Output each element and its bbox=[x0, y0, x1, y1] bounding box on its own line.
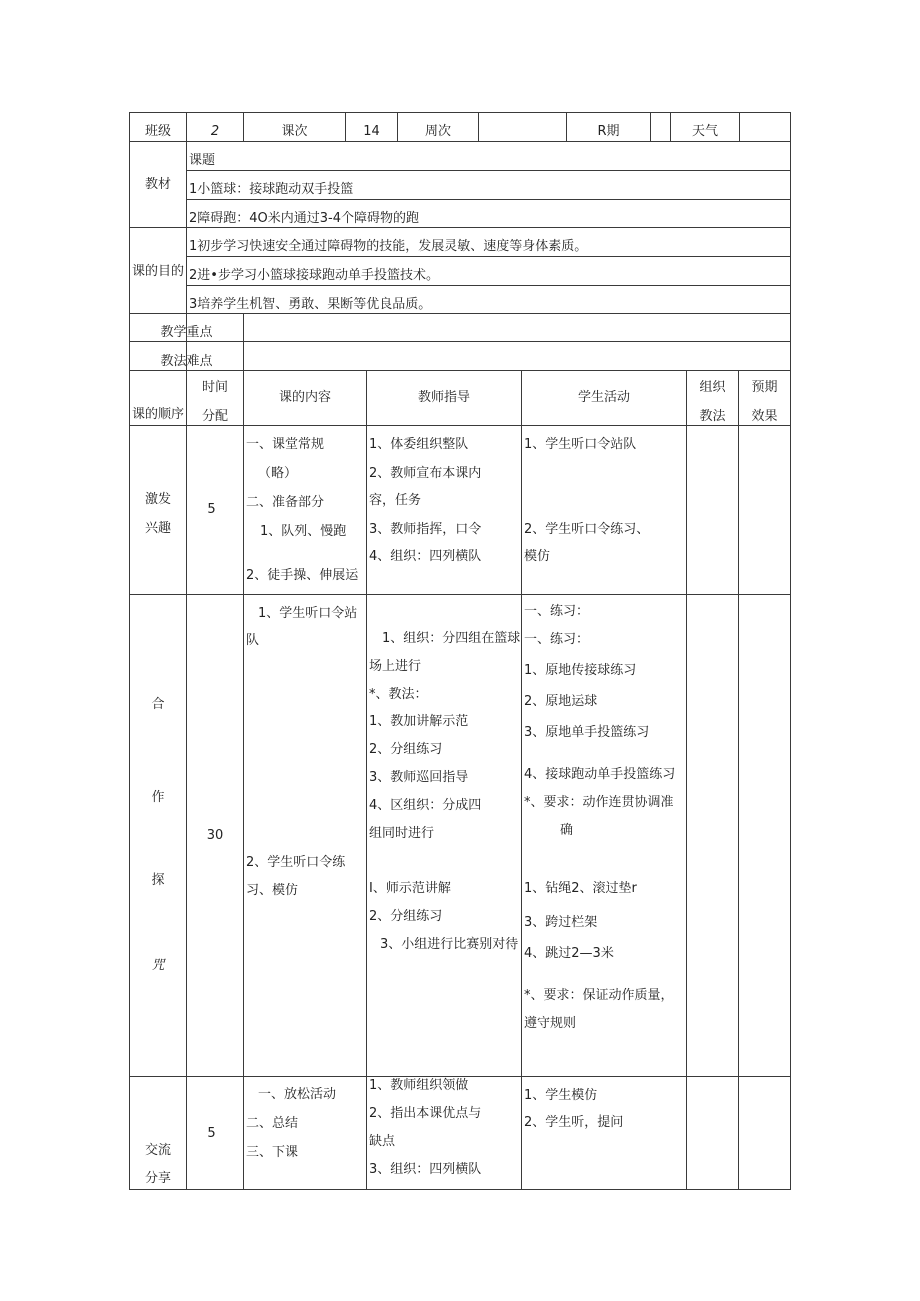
content-line: 队 bbox=[246, 633, 260, 648]
student-line: *、要求：保证动作质量， bbox=[524, 988, 674, 1003]
student-line: *、要求：动作连贯协调准 bbox=[524, 795, 674, 810]
weather-label: 天气 bbox=[691, 124, 718, 139]
material-line: 2障碍跑：4O米内通过3-4个障碍物的跑 bbox=[189, 211, 420, 226]
teacher-line: 3、组织：四列横队 bbox=[369, 1162, 482, 1177]
rule-material-2 bbox=[186, 199, 791, 200]
lesson-label: 课次 bbox=[281, 124, 308, 139]
content-line: 1、学生听口令站 bbox=[258, 606, 358, 621]
student-line: 1、学生模仿 bbox=[524, 1088, 598, 1103]
teacher-line: 1、教加讲解示范 bbox=[369, 714, 469, 729]
rule-header-h bbox=[739, 112, 740, 142]
teacher-line: 缺点 bbox=[369, 1134, 396, 1149]
student-line: 模仿 bbox=[524, 549, 551, 564]
col-time-header: 分配 bbox=[201, 409, 228, 424]
student-line: 1、学生听口令站队 bbox=[524, 437, 637, 452]
col-content-header: 课的内容 bbox=[278, 390, 331, 405]
rule-right bbox=[790, 112, 791, 1190]
rule-material-bottom bbox=[129, 227, 791, 228]
goals-label: 课的目的 bbox=[131, 264, 184, 279]
rule-col-method bbox=[738, 370, 739, 1190]
student-line: 2、学生听，提问 bbox=[524, 1115, 624, 1130]
section-name-char: 探 bbox=[151, 873, 165, 888]
content-line: 2、徒手操、伸展运 bbox=[246, 568, 359, 583]
rule-section1-bottom bbox=[129, 594, 791, 595]
content-line: 二、准备部分 bbox=[246, 495, 325, 510]
rule-section2-bottom bbox=[129, 1076, 791, 1077]
content-line: 三、下课 bbox=[246, 1145, 299, 1160]
teacher-line: 4、组织：四列横队 bbox=[369, 549, 482, 564]
student-line: 3、原地单手投篮练习 bbox=[524, 725, 650, 740]
col-time-header: 时间 bbox=[201, 380, 228, 395]
col-student-header: 学生活动 bbox=[577, 390, 630, 405]
teacher-line: 2、分组练习 bbox=[369, 742, 443, 757]
rule-focus-split bbox=[243, 313, 244, 370]
col-method-header: 教法 bbox=[699, 409, 726, 424]
content-line: 二、总结 bbox=[246, 1116, 299, 1131]
material-line: 1小篮球：接球跑动双手投篮 bbox=[189, 182, 354, 197]
teacher-line: 3、教师指挥，口令 bbox=[369, 522, 482, 537]
teacher-line: 场上进行 bbox=[369, 659, 422, 674]
student-line: 1、钻绳2、滚过垫r bbox=[524, 881, 637, 896]
section-name-char: 作 bbox=[151, 790, 165, 805]
rule-columns-bottom bbox=[129, 425, 791, 426]
col-effect-header: 预期 bbox=[751, 380, 778, 395]
rule-goals-1 bbox=[186, 256, 791, 257]
week-label: 周次 bbox=[424, 124, 451, 139]
section-name: 交流 bbox=[144, 1143, 171, 1158]
content-line: 习、模仿 bbox=[246, 883, 299, 898]
rule-focus-bottom bbox=[129, 341, 791, 342]
student-line: 3、跨过栏架 bbox=[524, 915, 598, 930]
rule-col-teacher bbox=[521, 370, 522, 1190]
col-method-header: 组织 bbox=[699, 380, 726, 395]
goal-line: 3培养学生机智、勇敢、果断等优良品质。 bbox=[189, 297, 432, 312]
student-line: 一、练习： bbox=[524, 604, 590, 619]
student-line: 一、练习： bbox=[524, 632, 590, 647]
rule-goals-2 bbox=[186, 285, 791, 286]
col-teacher-header: 教师指导 bbox=[417, 390, 470, 405]
teacher-line: 容，任务 bbox=[369, 493, 422, 508]
student-line: 2、学生听口令练习、 bbox=[524, 522, 650, 537]
rule-bottom bbox=[129, 1189, 791, 1190]
student-line: 2、原地运球 bbox=[524, 694, 598, 709]
goal-line: 1初步学习快速安全通过障碍物的技能，发展灵敏、速度等身体素质。 bbox=[189, 239, 588, 254]
student-line: 遵守规则 bbox=[524, 1016, 577, 1031]
rule-col-student bbox=[686, 370, 687, 1190]
rule-col-time bbox=[243, 370, 244, 1190]
content-line: 一、课堂常规 bbox=[246, 437, 325, 452]
student-line: 确 bbox=[560, 823, 574, 838]
student-line: 1、原地传接球练习 bbox=[524, 663, 637, 678]
material-line: 课题 bbox=[189, 153, 216, 168]
material-label: 教材 bbox=[144, 177, 171, 192]
rule-header-bottom bbox=[129, 141, 791, 142]
rule-col-content bbox=[366, 370, 367, 1190]
class-value: 2 bbox=[210, 124, 220, 139]
rule-material-1 bbox=[186, 170, 791, 171]
lesson-value: 14 bbox=[363, 124, 380, 139]
section-time: 5 bbox=[207, 1126, 216, 1141]
teacher-line: 3、小组进行比赛别对待 bbox=[380, 937, 519, 952]
teacher-line: 2、指出本课优点与 bbox=[369, 1106, 482, 1121]
content-line: 1、队列、慢跑 bbox=[260, 524, 347, 539]
section-time: 5 bbox=[207, 502, 216, 517]
teacher-line: 2、分组练习 bbox=[369, 909, 443, 924]
col-order-header: 课的顺序 bbox=[131, 407, 184, 422]
date-label: R期 bbox=[597, 124, 620, 139]
section-time: 30 bbox=[206, 828, 224, 843]
section-name: 分享 bbox=[144, 1171, 171, 1186]
difficulty-label: 教法难点 bbox=[160, 354, 213, 369]
teacher-line: 组同时进行 bbox=[369, 826, 435, 841]
teacher-line: I、师示范讲解 bbox=[369, 881, 451, 896]
teacher-line: 1、体委组织整队 bbox=[369, 437, 469, 452]
content-line: 一、放松活动 bbox=[258, 1087, 337, 1102]
content-line: 2、学生听口令练 bbox=[246, 855, 346, 870]
teacher-line: 2、教师宣布本课内 bbox=[369, 466, 482, 481]
rule-top bbox=[129, 112, 791, 113]
teacher-line: 1、教师组织领做 bbox=[369, 1078, 469, 1093]
goal-line: 2进•步学习小篮球接球跑动单手投篮技术。 bbox=[189, 268, 439, 283]
student-line: 4、接球跑动单手投篮练习 bbox=[524, 767, 676, 782]
teacher-line: 3、教师巡回指导 bbox=[369, 770, 469, 785]
rule-label-column bbox=[186, 112, 187, 1190]
student-line: 4、跳过2—3米 bbox=[524, 946, 614, 961]
rule-header-d bbox=[478, 112, 479, 142]
section-name-char: 咒 bbox=[151, 958, 165, 973]
class-label: 班级 bbox=[144, 124, 171, 139]
focus-label: 教学重点 bbox=[160, 325, 213, 340]
rule-goals-bottom bbox=[129, 313, 791, 314]
content-line: （略） bbox=[258, 466, 298, 481]
teacher-line: 4、区组织：分成四 bbox=[369, 798, 482, 813]
section-name: 激发 bbox=[144, 492, 171, 507]
section-name-char: 合 bbox=[151, 697, 165, 712]
teacher-line: 1、组织：分四组在篮球 bbox=[382, 631, 521, 646]
section-name: 兴趣 bbox=[144, 521, 171, 536]
rule-difficulty-bottom bbox=[129, 370, 791, 371]
rule-header-f bbox=[650, 112, 651, 142]
teacher-line: *、教法： bbox=[369, 687, 428, 702]
col-effect-header: 效果 bbox=[751, 409, 778, 424]
